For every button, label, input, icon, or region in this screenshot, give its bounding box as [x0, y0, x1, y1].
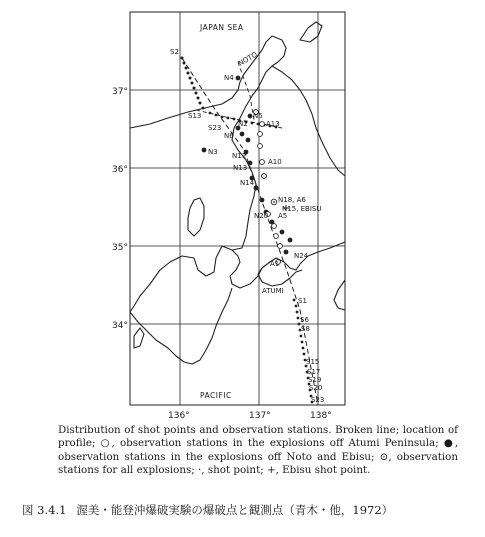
caption-english: Distribution of shot points and observation stations. Broken line; location of profile; ○, observation stations in the explosions off Atumi Peninsula; ●, observation stations in the explosions off Noto and Ebisu; ⊙, observation stations for all explosions; ·, shot point; +, Ebisu shot point. [58, 424, 458, 476]
label-a1: A1 [270, 260, 280, 268]
label-n5: N5 [253, 112, 263, 120]
label-n2: N2 [238, 120, 248, 128]
label-n15-ebisu: N15, EBISU [282, 205, 322, 213]
lon-label-136: 136° [168, 411, 190, 420]
label-n6: N6 [224, 132, 234, 140]
stations-all [271, 199, 277, 205]
lat-label-37: 37° [112, 87, 128, 97]
coastline [130, 22, 345, 364]
label-a13: A13 [266, 120, 280, 128]
label-n3: N3 [208, 148, 218, 156]
label-n14: N14 [240, 179, 255, 187]
figure-number: 図 3.4.1 [22, 503, 67, 517]
label-n20: N20 [254, 212, 269, 220]
lat-label-36: 36° [112, 165, 128, 175]
sea-north-label: JAPAN SEA [200, 23, 244, 32]
label-a5: A5 [278, 212, 288, 220]
label-s20: S20 [309, 384, 323, 392]
lon-label-138: 138° [310, 411, 332, 420]
label-s17: S17 [307, 368, 321, 376]
label-noto: NOTO [237, 50, 259, 68]
label-s13: S13 [188, 112, 202, 120]
caption-japanese: 渥美・能登沖爆破実験の爆破点と観測点（青木・他，1972） [76, 503, 394, 517]
label-s15: S15 [306, 358, 320, 366]
lat-label-34: 34° [112, 321, 128, 331]
label-n18-a6: N18, A6 [278, 196, 306, 204]
label-s19: S19 [308, 376, 322, 384]
label-s23-south: S23 [311, 396, 325, 404]
label-n24: N24 [294, 252, 309, 260]
region-label: ATUMI [262, 287, 284, 295]
lat-label-35: 35° [112, 243, 128, 253]
sea-south-label: PACIFIC [200, 391, 232, 400]
label-s6: S6 [300, 316, 309, 324]
label-s8: S8 [301, 325, 310, 333]
label-s1: S1 [298, 297, 307, 305]
label-n13: N13 [233, 164, 248, 172]
label-s23: S23 [208, 124, 222, 132]
label-a10: A10 [268, 158, 282, 166]
profile-line [182, 58, 321, 405]
label-n4-north: N4 [224, 74, 234, 82]
label-n11: N11 [232, 152, 247, 160]
lon-label-137: 137° [249, 411, 271, 420]
label-s2: S2 [170, 48, 179, 56]
caption-japanese-line [22, 502, 467, 518]
